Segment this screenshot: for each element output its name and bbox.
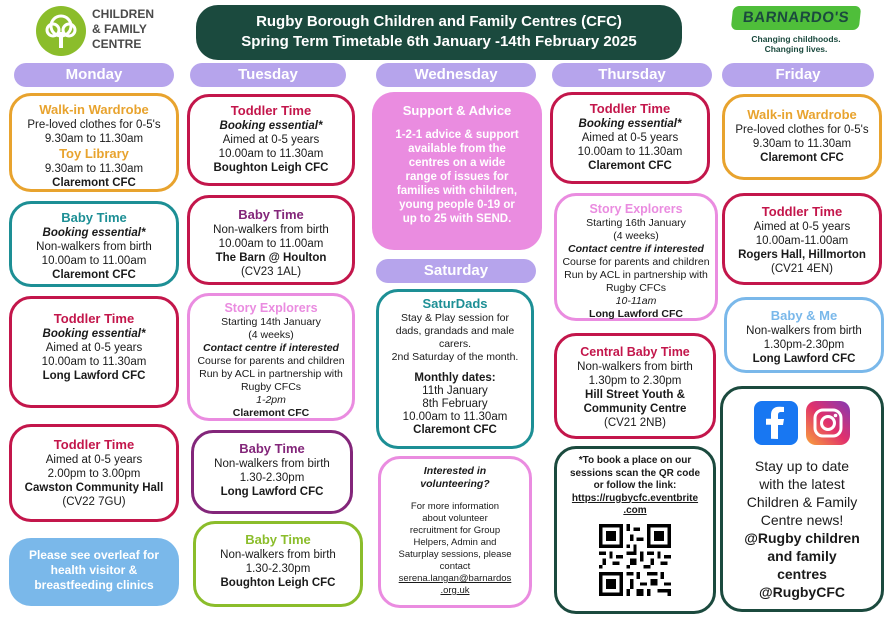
tuesday-baby-time-boughton-card bbox=[193, 521, 363, 607]
contact-note: Contact centre if interested bbox=[568, 243, 704, 255]
day-header-saturday: Saturday bbox=[376, 259, 536, 283]
card-location: Long Lawford CFC bbox=[42, 370, 146, 382]
card-location: Community Centre bbox=[583, 403, 687, 415]
card-location: Long Lawford CFC bbox=[220, 486, 324, 498]
card-title: Baby Time bbox=[239, 441, 305, 456]
social-handle: centres bbox=[777, 566, 827, 582]
card-postcode: (CV21 4EN) bbox=[771, 263, 833, 275]
social-handle: and family bbox=[767, 548, 837, 564]
facebook-icon[interactable] bbox=[754, 401, 798, 445]
card-location: Rogers Hall, Hillmorton bbox=[738, 249, 866, 261]
card-line: 1.30-2.30pm bbox=[239, 472, 305, 484]
header-subtitle: Spring Term Timetable 6th January -14th February 2025 bbox=[241, 33, 637, 50]
card-line: recruitment for Group bbox=[409, 525, 501, 536]
card-line: For more information bbox=[410, 501, 500, 512]
tuesday-baby-time-afternoon-card bbox=[191, 430, 353, 514]
card-line: 10.00am to 11.00am bbox=[41, 255, 147, 267]
thursday-story-explorers-card bbox=[554, 193, 718, 321]
card-line: 2nd Saturday of the month. bbox=[391, 351, 519, 363]
card-title: Baby Time bbox=[245, 532, 311, 547]
card-line: 2.00pm to 3.00pm bbox=[47, 468, 141, 480]
day-header-thursday: Thursday bbox=[552, 63, 712, 87]
booking-line: *To book a place on our bbox=[578, 455, 692, 466]
thursday-central-baby-time-card bbox=[554, 333, 716, 439]
monday-baby-time-card bbox=[9, 201, 179, 287]
card-location: Claremont CFC bbox=[232, 407, 310, 419]
card-line: Pre-loved clothes for 0-5's bbox=[735, 124, 869, 136]
barnardos-logo bbox=[732, 6, 860, 58]
card-line: centres on a wide bbox=[408, 157, 506, 169]
email-link[interactable]: serena.langan@barnardos bbox=[398, 573, 512, 584]
notice-line: breastfeeding clinics bbox=[34, 578, 154, 592]
monday-toddler-time-cawston-card bbox=[9, 424, 179, 522]
card-time: 10-11am bbox=[615, 295, 657, 307]
barnardos-tagline: Changing childhoods. bbox=[751, 34, 841, 44]
card-line: Pre-loved clothes for 0-5's bbox=[27, 119, 161, 131]
booking-note: Booking essential* bbox=[42, 227, 146, 239]
tuesday-story-explorers-card bbox=[187, 293, 355, 421]
card-line: contact bbox=[439, 561, 471, 572]
friday-toddler-time-card bbox=[722, 193, 882, 285]
card-line: 10.00am to 11.00am bbox=[218, 238, 324, 250]
notice-line: Please see overleaf for bbox=[28, 548, 160, 562]
card-location: The Barn @ Houlton bbox=[215, 252, 327, 264]
barnardos-brand: BARNARDO'S bbox=[731, 6, 862, 30]
friday-baby-and-me-card bbox=[724, 297, 884, 373]
card-line: dads, grandads and male bbox=[395, 325, 515, 337]
card-title: Story Explorers bbox=[224, 301, 318, 315]
card-line: 9.30am to 11.30am bbox=[752, 138, 852, 150]
saturday-saturdads-card bbox=[376, 289, 534, 449]
card-title: Baby Time bbox=[238, 207, 304, 222]
card-line: 8th February bbox=[422, 398, 488, 410]
card-line: Non-walkers from birth bbox=[220, 549, 336, 561]
card-line: 1-2-1 advice & support bbox=[395, 129, 519, 141]
card-line: 10.00am to 11.30am bbox=[218, 148, 324, 160]
eventbrite-link[interactable]: https://rugbycfc.eventbrite bbox=[571, 492, 699, 504]
card-line: 9.30am to 11.30am bbox=[44, 163, 144, 175]
card-postcode: (CV21 2NB) bbox=[604, 417, 666, 429]
card-line: young people 0-19 or bbox=[399, 199, 515, 211]
monthly-dates-heading: Monthly dates: bbox=[414, 372, 496, 384]
logo-text-line: CHILDREN bbox=[92, 7, 154, 21]
card-line: about volunteer bbox=[422, 513, 488, 524]
card-line: Non-walkers from birth bbox=[213, 224, 329, 236]
card-title: Toddler Time bbox=[230, 103, 312, 118]
logo-text-line: & FAMILY bbox=[92, 22, 147, 36]
card-location: Claremont CFC bbox=[760, 152, 844, 164]
card-line: Aimed at 0-5 years bbox=[753, 221, 851, 233]
tuesday-baby-time-card bbox=[187, 195, 355, 285]
thursday-toddler-time-card bbox=[550, 92, 710, 184]
booking-note: Booking essential* bbox=[578, 118, 682, 130]
card-title: Baby & Me bbox=[770, 308, 838, 323]
social-handle: @Rugby children bbox=[744, 530, 860, 546]
card-location: Boughton Leigh CFC bbox=[220, 577, 336, 589]
card-location: Claremont CFC bbox=[413, 424, 497, 436]
card-line: 10.00am to 11.30am bbox=[577, 146, 683, 158]
card-line: up to 25 with SEND. bbox=[402, 213, 512, 225]
social-media-card bbox=[720, 386, 884, 612]
social-line: Children & Family bbox=[746, 494, 858, 510]
card-title: Support & Advice bbox=[402, 103, 512, 118]
card-postcode: (CV22 7GU) bbox=[62, 496, 126, 508]
booking-line: or follow the link: bbox=[593, 480, 677, 491]
card-title: Toddler Time bbox=[761, 204, 843, 219]
volunteer-heading: volunteering? bbox=[420, 478, 490, 490]
card-line: 10.00am-11.00am bbox=[755, 235, 849, 247]
card-line: Aimed at 0-5 years bbox=[45, 454, 143, 466]
card-location: Cawston Community Hall bbox=[24, 482, 164, 494]
day-header-tuesday: Tuesday bbox=[190, 63, 346, 87]
eventbrite-link[interactable]: .com bbox=[623, 505, 647, 516]
volunteering-card bbox=[378, 456, 532, 608]
card-line: Rugby CFCs bbox=[605, 282, 667, 294]
card-title: Walk-in Wardrobe bbox=[39, 102, 149, 117]
overleaf-notice bbox=[9, 538, 179, 606]
card-line: Non-walkers from birth bbox=[214, 458, 330, 470]
card-line: Aimed at 0-5 years bbox=[222, 134, 320, 146]
email-link[interactable]: .org.uk bbox=[440, 585, 470, 596]
friday-walk-in-wardrobe-card bbox=[722, 94, 882, 180]
card-line: range of issues for bbox=[405, 171, 509, 183]
card-title: Toddler Time bbox=[589, 101, 671, 116]
card-title: Toddler Time bbox=[53, 311, 135, 326]
card-line: Rugby CFCs bbox=[240, 381, 302, 393]
card-line: 10.00am to 11.30am bbox=[402, 411, 508, 423]
card-line: Run by ACL in partnership with bbox=[199, 368, 343, 380]
header-title: Rugby Borough Children and Family Centres (CFC) bbox=[256, 13, 622, 30]
card-title: Toy Library bbox=[59, 146, 129, 161]
booking-note: Booking essential* bbox=[219, 120, 323, 132]
card-title: Toddler Time bbox=[53, 437, 135, 452]
volunteer-heading: Interested in bbox=[423, 465, 487, 477]
card-time: 1-2pm bbox=[256, 394, 286, 406]
card-location: Hill Street Youth & bbox=[585, 389, 685, 401]
tuesday-toddler-time-card bbox=[187, 94, 355, 186]
card-location: Long Lawford CFC bbox=[589, 308, 683, 320]
card-line: 10.00am to 11.30am bbox=[41, 356, 147, 368]
card-location: Claremont CFC bbox=[52, 177, 136, 189]
card-title: Walk-in Wardrobe bbox=[747, 107, 857, 122]
booking-note: Booking essential* bbox=[42, 328, 146, 340]
booking-line: sessions scan the QR code bbox=[569, 467, 701, 479]
card-line: Course for parents and children bbox=[197, 355, 345, 367]
card-location: Claremont CFC bbox=[588, 160, 672, 172]
card-line: Helpers, Admin and bbox=[413, 537, 497, 548]
card-line: Saturplay sessions, please bbox=[398, 549, 512, 560]
card-line: Non-walkers from birth bbox=[746, 325, 862, 337]
card-line: available from the bbox=[408, 143, 506, 155]
card-line: 1.30-2.30pm bbox=[245, 563, 311, 575]
barnardos-tagline: Changing lives. bbox=[764, 44, 828, 54]
card-line: 1.30pm-2.30pm bbox=[763, 339, 845, 351]
card-line: Non-walkers from birth bbox=[36, 241, 152, 253]
social-line: Stay up to date bbox=[754, 458, 850, 474]
card-location: Long Lawford CFC bbox=[752, 353, 856, 365]
card-title: Central Baby Time bbox=[580, 345, 690, 359]
tree-icon bbox=[36, 6, 86, 56]
card-line: Aimed at 0-5 years bbox=[581, 132, 679, 144]
card-line: Run by ACL in partnership with bbox=[564, 269, 708, 281]
social-line: Centre news! bbox=[760, 512, 844, 528]
wednesday-support-advice-card bbox=[372, 92, 542, 250]
header-banner bbox=[196, 5, 682, 60]
card-line: (4 weeks) bbox=[248, 329, 294, 341]
card-line: Aimed at 0-5 years bbox=[45, 342, 143, 354]
contact-note: Contact centre if interested bbox=[203, 342, 339, 354]
instagram-icon[interactable] bbox=[806, 401, 850, 445]
notice-line: health visitor & bbox=[50, 563, 138, 577]
day-header-friday: Friday bbox=[722, 63, 874, 87]
cfc-logo bbox=[36, 6, 154, 56]
day-header-monday: Monday bbox=[14, 63, 174, 87]
card-location: Boughton Leigh CFC bbox=[213, 162, 329, 174]
card-line: families with children, bbox=[396, 185, 518, 197]
social-handle: @RugbyCFC bbox=[759, 584, 845, 600]
qr-code-icon[interactable] bbox=[599, 524, 671, 596]
card-postcode: (CV23 1AL) bbox=[240, 266, 302, 278]
social-line: with the latest bbox=[759, 476, 845, 492]
card-line: 9.30am to 11.30am bbox=[44, 133, 144, 145]
card-line: Starting 14th January bbox=[221, 316, 321, 328]
card-line: Course for parents and children bbox=[562, 256, 710, 268]
logo-text-line: CENTRE bbox=[92, 37, 142, 51]
booking-qr-card bbox=[554, 446, 716, 614]
card-location: Claremont CFC bbox=[52, 269, 136, 281]
card-title: Baby Time bbox=[61, 210, 127, 225]
card-line: (4 weeks) bbox=[613, 230, 659, 242]
monday-toddler-time-card bbox=[9, 296, 179, 408]
card-line: 1.30pm to 2.30pm bbox=[588, 375, 682, 387]
card-line: carers. bbox=[438, 338, 472, 350]
card-line: Stay & Play session for bbox=[401, 312, 509, 324]
card-line: 11th January bbox=[422, 385, 488, 397]
card-title: Story Explorers bbox=[589, 202, 683, 216]
day-header-wednesday: Wednesday bbox=[376, 63, 536, 87]
monday-walk-in-wardrobe-card bbox=[9, 93, 179, 192]
card-line: Starting 16th January bbox=[586, 217, 686, 229]
card-title: SaturDads bbox=[422, 296, 488, 311]
card-line: Non-walkers from birth bbox=[577, 361, 693, 373]
